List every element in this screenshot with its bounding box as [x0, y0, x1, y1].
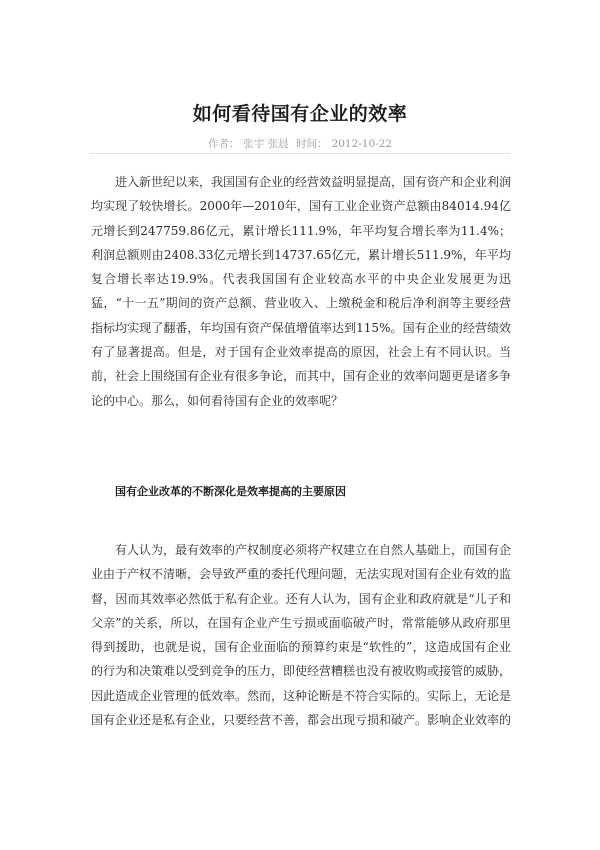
section-heading: 国有企业改革的不断深化是效率提高的主要原因: [115, 485, 346, 498]
intro-paragraph: 进入新世纪以来，我国国有企业的经营效益明显提高，国有资产和企业利润均实现了较快增长。2000年—2010年，国有工业企业资产总额由84014.94亿元增长到247759.86亿元，累计增长111.9%，年平均复合增长率为11.4%；利润总额则由2408.33亿元增长到14737.65亿元，累计增长511.9%，年平均复合增长率达19.9%。代表我国国有企业较高水平的中央企业发展更为迅猛，“十一五”期间的资产总额、营业收入、上缴税金和税后净利润等主要经营指标均实现了翻番，年均国有资产保值增值率达到115%。国有企业的经营绩效有了显著提高。但是，对于国有企业效率提高的原因，社会上有不同认识。当前，社会上围绕国有企业有很多争论，而其中，国有企业的效率问题更是诸多争论的中心。那么，如何看待国有企业的效率呢？: [91, 175, 512, 408]
authors: 张宇 张晨: [243, 138, 289, 150]
time-label: 时间：: [296, 138, 328, 150]
section-paragraph: 有人认为，最有效率的产权制度必须将产权建立在自然人基础上，而国有企业由于产权不清晰，会导致严重的委托代理问题，无法实现对国有企业有效的监督，因而其效率必然低于私有企业。还有人认为，国有企业和政府就是“儿子和父亲”的关系，所以，在国有企业产生亏损或面临破产时，常常能够从政府那里得到援助，也就是说，国有企业面临的预算约束是“软性的”，这造成国有企业的行为和决策难以受到竞争的压力，即使经营糟糕也没有被收购或接管的威胁，因此造成企业管理的低效率。然而，这种论断是不符合实际的。实际上，无论是国有企业还是私有企业，只要经营不善，都会出现亏损和破产。影响企业效率的: [91, 543, 511, 728]
header-divider: [90, 153, 510, 154]
publish-date: 2012-10-22: [331, 138, 393, 150]
authors-label: 作者：: [207, 138, 240, 150]
article-title: 如何看待国有企业的效率: [192, 102, 408, 125]
article-meta: [0, 136, 600, 151]
